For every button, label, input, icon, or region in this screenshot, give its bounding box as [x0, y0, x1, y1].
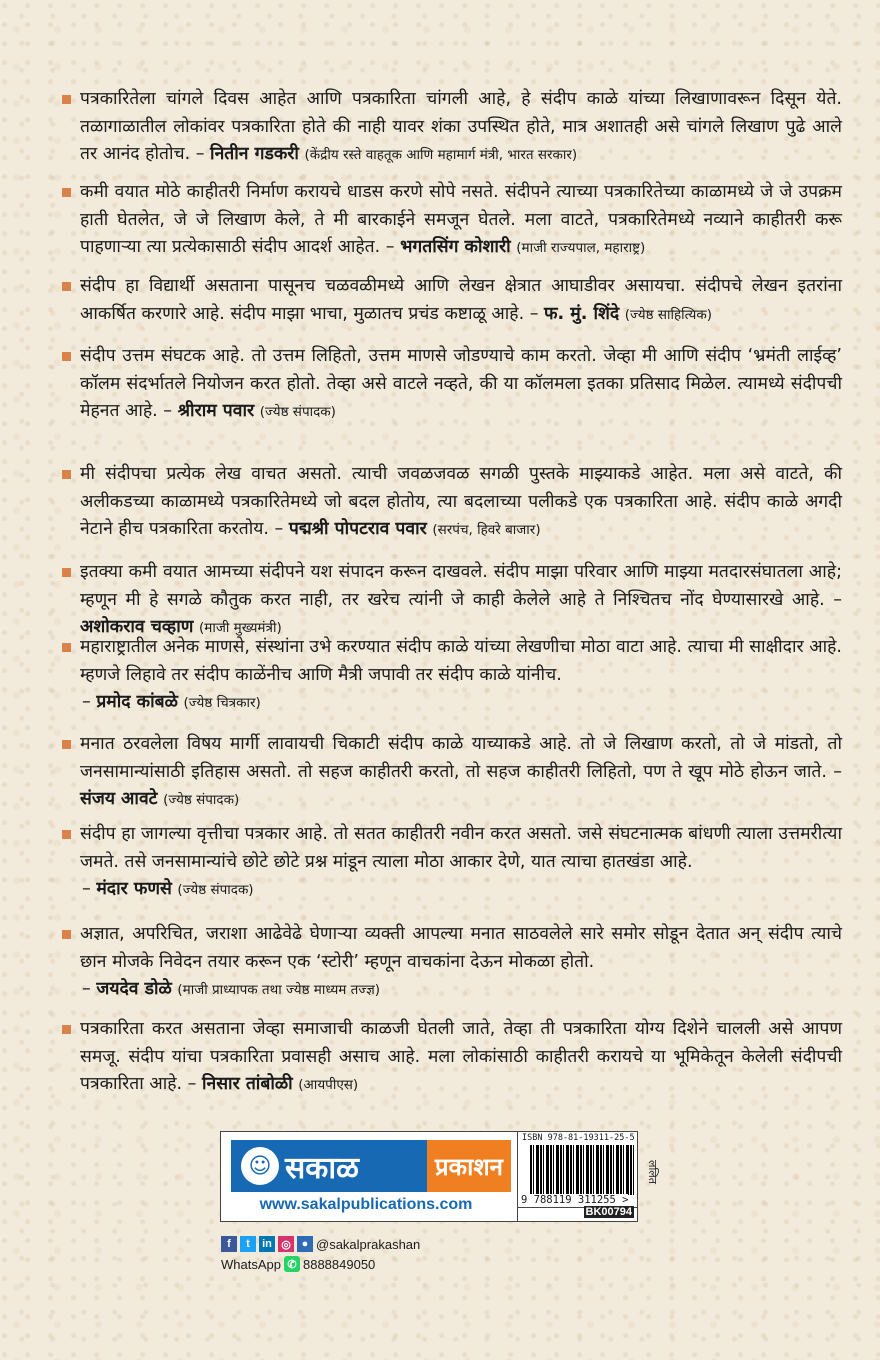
- quote-text: मनात ठरवलेला विषय मार्गी लावायची चिकाटी संदीप काळे याच्याकडे आहे. तो जे लिखाण करतो, तो जे मांडतो, तो जनसामान्यांसाठी इतिहास असतो. तो सहज काहीतरी करतो, तो सहज काहीतरी लिहितो, पण ते खूप मोठे होऊन जाते. –: [80, 734, 842, 782]
- endorser-name: भगतसिंग कोशारी: [400, 237, 511, 257]
- dash: –: [82, 879, 91, 899]
- endorser-role: (ज्येष्ठ चित्रकार): [183, 695, 261, 711]
- bullet-icon: [62, 188, 71, 197]
- endorser-name: अशोकराव चव्हाण: [80, 617, 194, 637]
- sakal-emblem-icon: ☺: [241, 1147, 279, 1185]
- endorser-role: (ज्येष्ठ साहित्यिक): [624, 306, 713, 323]
- bullet-icon: [62, 740, 71, 749]
- book-code: BK00794: [585, 1206, 632, 1218]
- bullet-icon: [62, 930, 71, 939]
- endorser-role: (माजी प्राध्यापक तथा ज्येष्ठ माध्यम तज्ज्ञ): [177, 982, 380, 998]
- endorser-role: (ज्येष्ठ संपादक): [163, 792, 240, 808]
- social-row: [221, 1236, 420, 1252]
- endorsement-quote: [80, 821, 842, 905]
- endorsement-quote: [80, 461, 842, 545]
- quote-text: पत्रकारिता करत असताना जेव्हा समाजाची काळजी घेतली जाते, तेव्हा ती पत्रकारिता योग्य दिशेने चालली असे आपण समजू. संदीप यांचा पत्रकारिता प्रवासही असाच आहे. मला लोकांसाठी काहीतरी करायचे या भूमिकेतून केलेली संदीपची पत्रकारिता आहे. –: [80, 1019, 842, 1094]
- bullet-icon: [62, 830, 71, 839]
- genre-label: ललित: [646, 1160, 659, 1185]
- dash: –: [82, 979, 91, 999]
- endorser-name: श्रीराम पवार: [177, 401, 255, 421]
- endorser-name: निसार तांबोळी: [201, 1074, 293, 1094]
- endorser-role: (आयपीएस): [298, 1077, 359, 1093]
- linkedin-icon[interactable]: in: [259, 1236, 275, 1252]
- attribution-line: [80, 976, 842, 1005]
- endorser-role: (ज्येष्ठ संपादक): [259, 404, 336, 420]
- quote-text: पत्रकारितेला चांगले दिवस आहेत आणि पत्रकारिता चांगली आहे, हे संदीप काळे यांच्या लिखाणावरून दिसून येते. तळागाळातील लोकांवर पत्रकारिता होते की नाही यावर शंका उपस्थित होते, मात्र अशातही असे चांगले लिखाण पुढे आले तर आनंद होतोच. –: [80, 89, 842, 164]
- endorser-role: (माजी मुख्यमंत्री): [198, 620, 282, 636]
- barcode-box: [517, 1131, 638, 1222]
- endorser-name: नितीन गडकरी: [210, 144, 299, 164]
- endorsement-quote: [80, 179, 842, 263]
- quote-text: कमी वयात मोठे काहीतरी निर्माण करायचे धाडस करणे सोपे नसते. संदीपने त्याच्या पत्रकारितेच्या काळामध्ये जे जे उपक्रम हाती घेतलेत, जे जे लिखाण केले, ते मी बारकाईने समजून घेतले. मला वाटते, पत्रकारितेमध्ये नव्याने काहीतरी करू पाहणाऱ्या त्या प्रत्येकासाठी संदीप आदर्श आहेत. –: [80, 182, 842, 257]
- bullet-icon: [62, 470, 71, 479]
- whatsapp-row: [221, 1256, 375, 1272]
- quote-text: अज्ञात, अपरिचित, जराशा आढेवेढे घेणाऱ्या व्यक्ती आपल्या मनात साठवलेले सारे समोर सोडून देतात अन् संदीप त्याचे छान मोजके निवेदन तयार करून एक ‘स्टोरी’ म्हणून वाचकांना देऊन मोकळा होतो.: [80, 924, 842, 972]
- bullet-icon: [62, 568, 71, 577]
- endorser-role: (सरपंच, हिवरे बाजार): [432, 522, 541, 538]
- endorser-name: जयदेव डोळे: [96, 979, 172, 999]
- endorser-name: पद्मश्री पोपटराव पवार: [288, 519, 427, 539]
- bullet-icon: [62, 95, 71, 104]
- endorsement-quote: [80, 1016, 842, 1100]
- endorsement-quote: [80, 273, 842, 329]
- quote-text: संदीप उत्तम संघटक आहे. तो उत्तम लिहितो, उत्तम माणसे जोडण्याचे काम करतो. जेव्हा मी आणि संदीप ‘भ्रमंती लाईव्ह’ कॉलम संदर्भातले नियोजन करत होतो. तेव्हा असे वाटले नव्हते, की या कॉलमला इतका प्रतिसाद मिळेल. त्यामध्ये संदीपची मेहनत आहे. –: [80, 346, 842, 421]
- quote-text: महाराष्ट्रातील अनेक माणसे, संस्थांना उभे करण्यात संदीप काळे यांच्या लेखणीचा मोठा वाटा आहे. त्याचा मी साक्षीदार आहे. म्हणजे लिहावे तर संदीप काळेंनीच आणि मैत्री जपावी तर संदीप काळे यांनीच.: [80, 637, 842, 685]
- endorser-name: प्रमोद कांबळे: [96, 692, 178, 712]
- attribution-line: [80, 876, 842, 905]
- attribution-line: [80, 689, 842, 718]
- isbn: ISBN 978-81-19311-25-5: [522, 1133, 635, 1143]
- endorsement-quote: [80, 921, 842, 1005]
- endorsement-quote: [80, 343, 842, 427]
- quote-text: मी संदीपचा प्रत्येक लेख वाचत असतो. त्याची जवळजवळ सगळी पुस्तके माझ्याकडे आहेत. मला असे वाटते, की अलीकडच्या काळामध्ये पत्रकारितेमध्ये जो बदल होतोय, त्या बदलाच्या पलीकडे एक पत्रकारिता आहे. संदीप काळे अगदी नेटाने हीच पत्रकारिता करतोय. –: [80, 464, 842, 539]
- endorsement-quote: [80, 86, 842, 170]
- social-handle[interactable]: @sakalprakashan: [316, 1236, 421, 1252]
- logo-word: सकाळ: [285, 1150, 359, 1186]
- whatsapp-number[interactable]: 8888849050: [302, 1256, 376, 1272]
- endorser-name: फ. मुं. शिंदे: [544, 303, 620, 324]
- website-link[interactable]: www.sakalpublications.com: [259, 1196, 473, 1213]
- quote-text: संदीप हा जागल्या वृत्तीचा पत्रकार आहे. तो सतत काहीतरी नवीन करत असतो. जसे संघटनात्मक बांधणी त्याला उत्तमरीत्या जमते. तसे जनसामान्यांचे छोटे छोटे प्रश्न मांडून त्याला मोठा आकार देणे, यात त्याचा हातखंडा आहे.: [80, 824, 842, 872]
- barcode-icon: [530, 1145, 634, 1195]
- quote-text: संदीप हा विद्यार्थी असताना पासूनच चळवळीमध्ये आणि लेखन क्षेत्रात आघाडीवर असायचा. संदीपचे लेखन इतरांना आकर्षित करणारे आहे. संदीप माझा भाचा, मुळातच प्रचंड कष्टाळू आहे. –: [80, 276, 842, 324]
- whatsapp-label: WhatsApp: [221, 1256, 281, 1272]
- publisher-logo-box: [220, 1131, 518, 1222]
- bullet-icon: [62, 282, 71, 291]
- publisher-logo: [231, 1140, 427, 1192]
- barcode-number: 9 788119 311255 >: [521, 1194, 629, 1206]
- quote-text: इतक्या कमी वयात आमच्या संदीपने यश संपादन करून दाखवले. संदीप माझा परिवार आणि माझ्या मतदारसंघातला आहे; म्हणून मी हे सगळे कौतुक करत नाही, तर खरेच त्यांनी जे काही केलेले आहे ते निश्चितच नोंद घेण्यासारखे आहे. –: [80, 562, 842, 610]
- dash: –: [82, 692, 91, 712]
- endorsement-quote: [80, 559, 842, 643]
- endorser-name: मंदार फणसे: [96, 879, 172, 899]
- bullet-icon: [62, 1025, 71, 1034]
- endorsement-quote: [80, 731, 842, 815]
- logo-sub: प्रकाशन: [427, 1140, 511, 1192]
- bullet-icon: [62, 643, 71, 652]
- endorser-role: (केंद्रीय रस्ते वाहतूक आणि महामार्ग मंत्री, भारत सरकार): [304, 147, 578, 163]
- bullet-icon: [62, 352, 71, 361]
- whatsapp-icon: ✆: [284, 1256, 300, 1272]
- endorser-name: संजय आवटे: [80, 789, 158, 809]
- facebook-icon[interactable]: f: [221, 1236, 237, 1252]
- instagram-icon[interactable]: ◎: [278, 1236, 294, 1252]
- endorsement-quote: [80, 634, 842, 718]
- twitter-icon[interactable]: t: [240, 1236, 256, 1252]
- endorser-role: (ज्येष्ठ संपादक): [177, 882, 254, 898]
- endorser-role: (माजी राज्यपाल, महाराष्ट्र): [516, 240, 646, 256]
- koo-icon[interactable]: ●: [297, 1236, 313, 1252]
